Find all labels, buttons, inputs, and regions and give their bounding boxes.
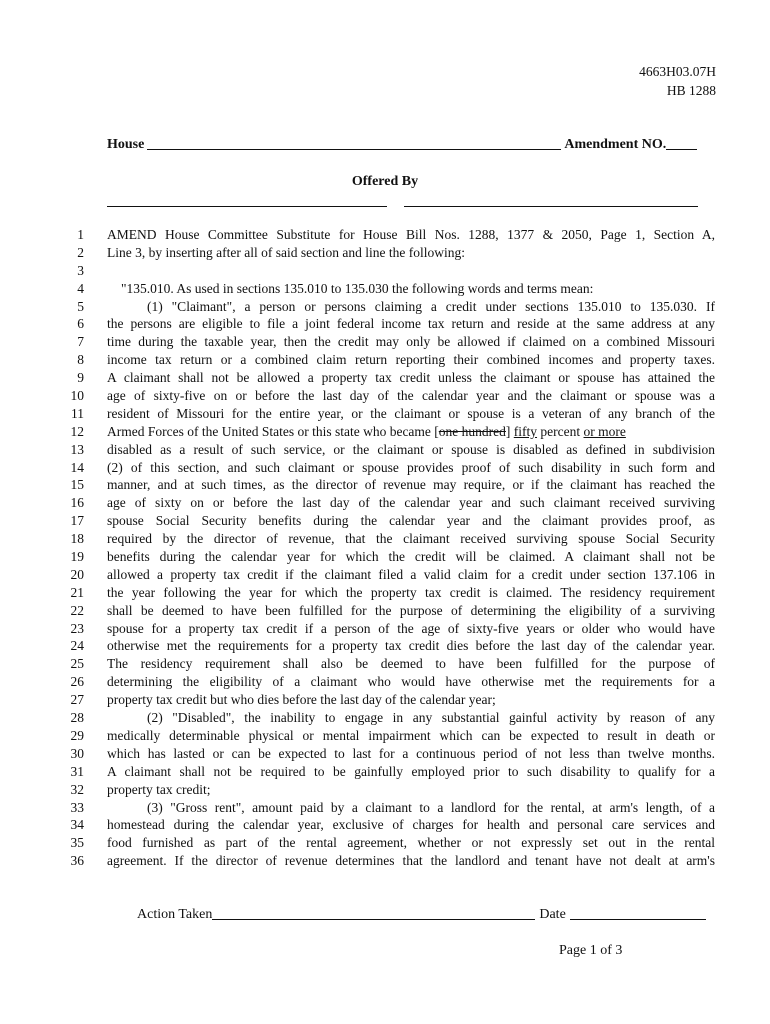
line-text: medically determinable physical or mental impairment which can be expected to result in death or — [107, 727, 715, 743]
line-text: age of sixty-five on or before the last day of the calendar year and the claimant or spouse was a — [107, 388, 715, 404]
line-text: manner, and at such times, as the director of revenue may require, or if the claimant has reached the — [107, 477, 715, 493]
body-line — [0, 387, 770, 405]
line-number: 20 — [70, 566, 84, 582]
body-line — [0, 602, 770, 620]
body-line — [0, 351, 770, 369]
line-text: required by the director of revenue, that the claimant received surviving spouse Social Security — [107, 531, 715, 547]
body-line — [0, 781, 770, 799]
date-blank — [570, 919, 706, 920]
line-text: resident of Missouri for the entire year, or the claimant or spouse is a veteran of any branch of the — [107, 405, 715, 421]
line-number: 16 — [70, 495, 84, 511]
line-text — [107, 423, 715, 441]
body-line — [0, 512, 770, 530]
line-text: income tax return or a combined claim return reporting their combined incomes and property taxes. — [107, 352, 715, 368]
line-number: 1 — [77, 227, 84, 242]
body-line — [0, 244, 770, 262]
body-line — [0, 745, 770, 763]
body-line — [0, 763, 770, 781]
line-text: property tax credit but who dies before the last day of the calendar year; — [107, 692, 496, 708]
line-text: The residency requirement shall also be deemed to have been fulfilled for the purpose of — [107, 656, 715, 672]
line-number: 36 — [70, 853, 84, 869]
action-taken-label: Action Taken — [137, 907, 213, 922]
body-line — [0, 423, 770, 441]
deleted-text: one hundred — [438, 423, 506, 439]
line-text: Line 3, by inserting after all of said section and line the following: — [107, 244, 466, 260]
line-text: the year following the year for which the property tax credit is claimed. The residency requirement — [107, 584, 715, 600]
page-number: Page 1 of 3 — [559, 943, 623, 958]
body-line — [0, 333, 770, 351]
line-text: otherwise met the requirements for a property tax credit dies before the last day of the calendar year. — [107, 638, 715, 654]
line-number: 22 — [70, 602, 84, 618]
body-line — [0, 799, 770, 817]
line-text: (1) "Claimant", a person or persons claiming a credit under sections 135.010 to 135.030. If — [147, 298, 715, 314]
line-text: age of sixty on or before the last day of the calendar year and such claimant received surviving — [107, 495, 715, 511]
body-line — [0, 315, 770, 333]
body-line — [0, 816, 770, 834]
action-taken-blank — [212, 919, 535, 920]
body-line — [0, 262, 770, 280]
line-text: (3) "Gross rent", amount paid by a claimant to a landlord for the rental, at arm's length, of a — [147, 799, 715, 815]
amendment-number-blank — [666, 149, 697, 150]
line-text: "135.010. As used in sections 135.010 to 135.030 the following words and terms mean: — [121, 280, 594, 296]
line-text: A claimant shall not be required to be gainfully employed prior to such disability to qualify for a — [107, 763, 715, 779]
line-number: 6 — [77, 316, 84, 332]
line-text: homestead during the calendar year, exclusive of charges for health and personal care services and — [107, 817, 715, 833]
body-line — [0, 476, 770, 494]
body-line — [0, 584, 770, 602]
line-number: 34 — [70, 817, 84, 833]
line-text: the persons are eligible to file a joint federal income tax return and reside at the same address at any — [107, 316, 715, 332]
line-text: AMEND House Committee Substitute for House Bill Nos. 1288, 1377 & 2050, Page 1, Section A, — [107, 227, 715, 242]
line-text: agreement. If the director of revenue determines that the landlord and tenant have not dealt at arm's — [107, 853, 715, 869]
line-text: shall be deemed to have been fulfilled for the purpose of determining the eligibility of a surviving — [107, 602, 715, 618]
sponsor-district-line — [404, 206, 698, 207]
line-text: spouse for a property tax credit if a person of the age of sixty-five years or older who would have — [107, 620, 715, 636]
line-number: 24 — [70, 638, 84, 654]
body-line — [0, 691, 770, 709]
action-taken-line — [137, 907, 706, 923]
line-number: 35 — [70, 835, 84, 851]
line-number: 32 — [70, 781, 84, 797]
body-line — [0, 566, 770, 584]
text-segment: Armed Forces of the United States or this state who became [ — [107, 423, 439, 439]
body-line — [0, 727, 770, 745]
document-code: 4663H03.07H — [639, 64, 716, 79]
body-line — [0, 637, 770, 655]
body-line — [0, 298, 770, 316]
sponsor-signature-line — [107, 206, 387, 207]
offered-by-label: Offered By — [351, 174, 419, 189]
body-line — [0, 441, 770, 459]
body-line — [0, 369, 770, 387]
line-number: 21 — [70, 584, 84, 600]
line-text: food furnished as part of the rental agreement, whether or not expressly set out in the rental — [107, 835, 715, 851]
line-text: A claimant shall not be allowed a property tax credit unless the claimant or spouse has attained the — [107, 370, 715, 386]
line-number: 29 — [70, 727, 84, 743]
body-line — [0, 709, 770, 727]
line-number: 13 — [70, 441, 84, 457]
inserted-text: fifty — [513, 423, 538, 439]
line-number: 23 — [70, 620, 84, 636]
line-text: disabled as a result of such service, or the claimant or spouse is disabled as defined in subdivision — [107, 441, 715, 457]
line-number: 4 — [77, 280, 84, 296]
inserted-text: or more — [583, 423, 626, 439]
line-number: 3 — [77, 262, 84, 278]
line-number: 5 — [77, 298, 84, 314]
house-blank-line — [147, 149, 561, 150]
line-number: 8 — [77, 352, 84, 368]
line-text: allowed a property tax credit if the claimant filed a valid claim for a credit under section 137.106 in — [107, 566, 715, 582]
body-line — [0, 405, 770, 423]
line-text: (2) "Disabled", the inability to engage in any substantial gainful activity by reason of any — [147, 710, 715, 726]
body-line — [0, 226, 770, 244]
text-segment: ] — [505, 423, 514, 439]
line-number: 9 — [77, 370, 84, 386]
line-number: 2 — [77, 244, 84, 260]
body-line — [0, 673, 770, 691]
line-number: 25 — [70, 656, 84, 672]
body-line — [0, 530, 770, 548]
amendment-body — [0, 226, 770, 870]
line-number: 11 — [71, 405, 84, 421]
body-line — [0, 655, 770, 673]
line-text: time during the taxable year, then the credit may only be allowed if claimed on a combined Missouri — [107, 334, 715, 350]
body-line — [0, 280, 770, 298]
body-line — [0, 548, 770, 566]
line-number: 26 — [70, 674, 84, 690]
line-text: benefits during the calendar year for which the credit will be claimed. A claimant shall not be — [107, 549, 715, 565]
line-number: 31 — [70, 763, 84, 779]
line-text: property tax credit; — [107, 781, 211, 797]
date-label: Date — [539, 907, 566, 922]
line-text: (2) of this section, and such claimant or spouse provides proof of such disability in such form and — [107, 459, 715, 475]
line-number: 17 — [70, 513, 84, 529]
body-line — [0, 459, 770, 477]
amendment-label: Amendment NO. — [564, 137, 667, 152]
body-line — [0, 834, 770, 852]
house-amendment-line — [107, 137, 717, 153]
line-number: 14 — [70, 459, 84, 475]
line-text: which has lasted or can be expected to last for a continuous period of not less than twelve months. — [107, 745, 715, 761]
line-number: 18 — [70, 531, 84, 547]
line-number: 10 — [70, 388, 84, 404]
line-text: determining the eligibility of a claimant who would have otherwise met the requirements for a — [107, 674, 715, 690]
line-number: 33 — [70, 799, 84, 815]
line-number: 30 — [70, 745, 84, 761]
line-number: 28 — [70, 710, 84, 726]
body-line — [0, 494, 770, 512]
house-label: House — [107, 137, 145, 152]
body-line — [0, 852, 770, 870]
line-number: 15 — [70, 477, 84, 493]
body-line — [0, 620, 770, 638]
line-number: 27 — [70, 692, 84, 708]
line-text: spouse Social Security benefits during the calendar year and the claimant provides proof, as — [107, 513, 715, 529]
line-number: 7 — [77, 334, 84, 350]
bill-number: HB 1288 — [666, 83, 716, 98]
text-segment: percent — [537, 423, 584, 439]
line-number: 12 — [70, 423, 84, 439]
line-number: 19 — [70, 549, 84, 565]
